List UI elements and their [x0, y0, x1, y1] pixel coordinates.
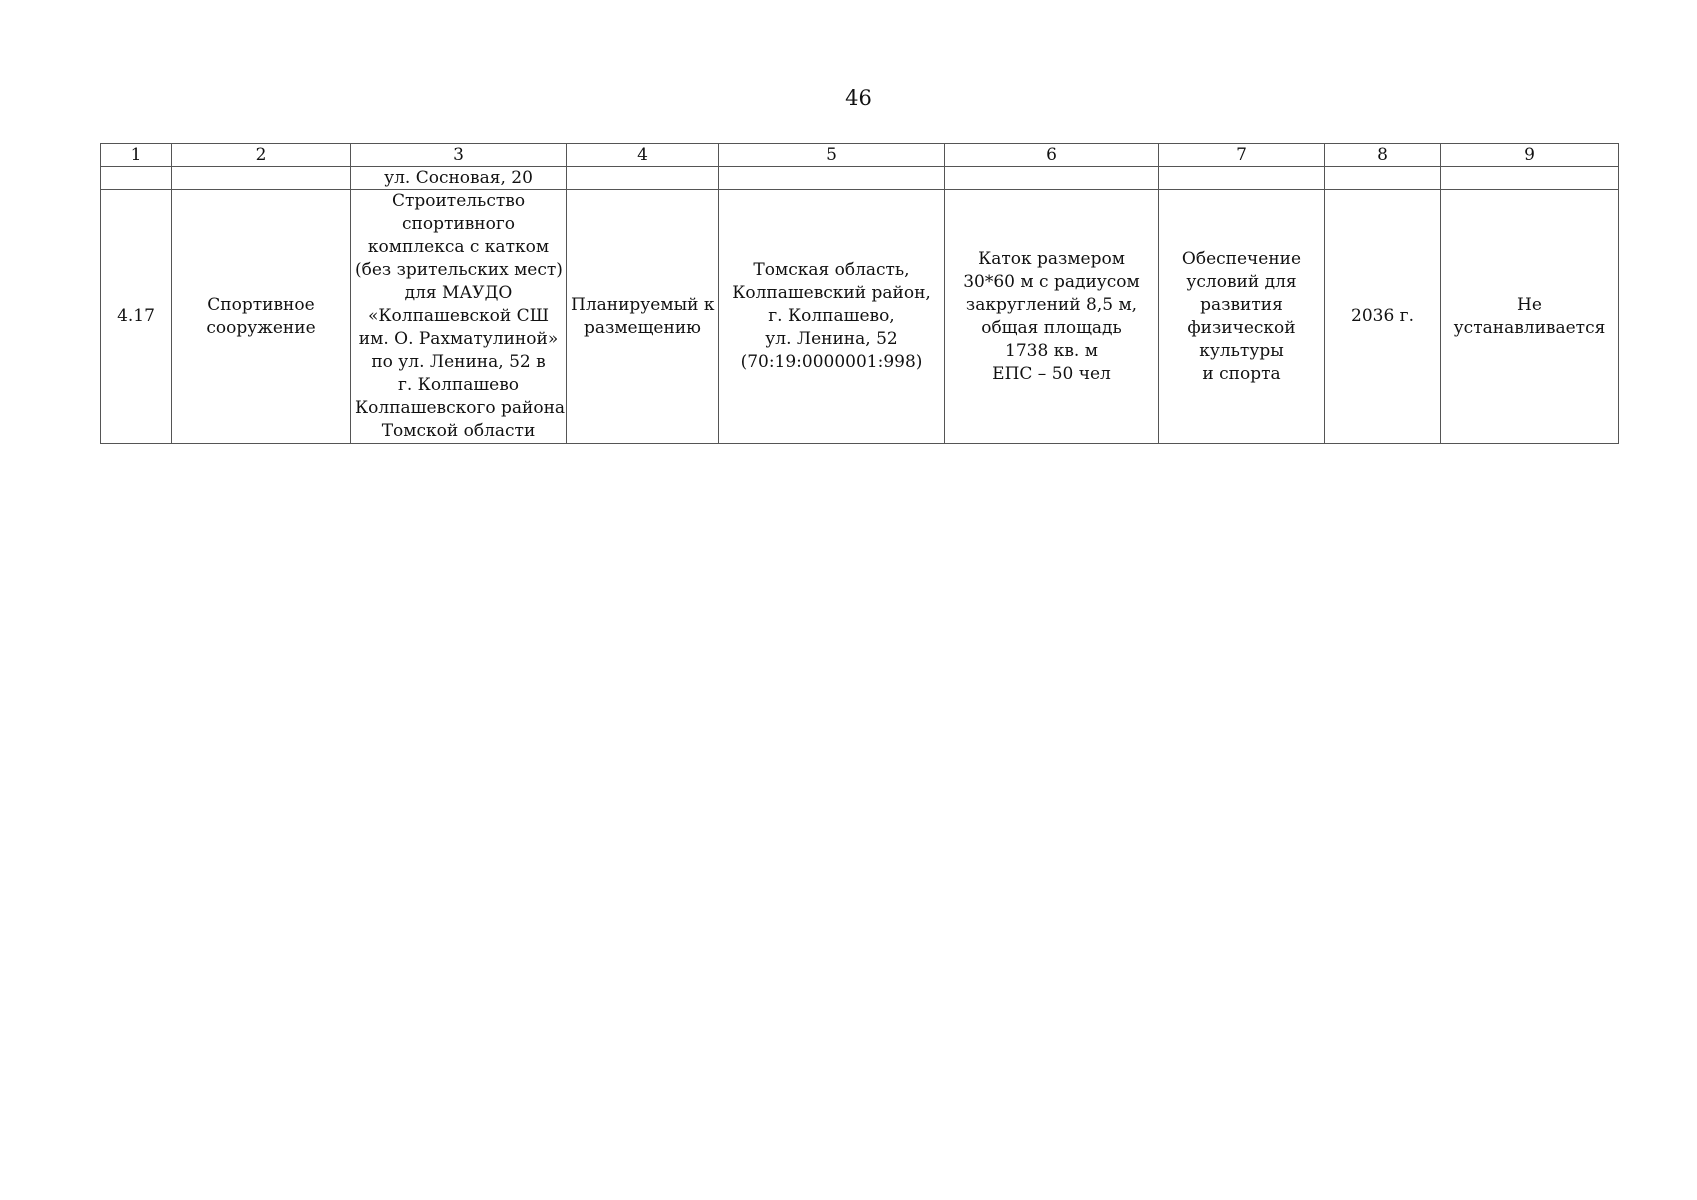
purpose-line: физической: [1187, 317, 1296, 338]
object-name-line: (без зрительских мест): [355, 260, 563, 280]
object-type-line: сооружение: [206, 317, 316, 338]
object-name-cell: [351, 190, 567, 444]
column-number-9: 9: [1441, 144, 1619, 167]
object-name-line: Томской области: [381, 421, 536, 441]
column-number-1: 1: [101, 144, 172, 167]
characteristics-line: 1738 кв. м: [1005, 340, 1098, 361]
purpose-line: условий для: [1186, 271, 1297, 292]
purpose-cell: [1159, 190, 1325, 444]
characteristics-line: закруглений 8,5 м,: [965, 294, 1138, 315]
location-line: Томская область,: [753, 260, 910, 280]
page-number: 46: [845, 86, 872, 110]
object-name-line: Строительство: [391, 191, 526, 211]
purpose-line: и спорта: [1202, 363, 1281, 384]
characteristics-line: ЕПС – 50 чел: [992, 363, 1111, 384]
purpose-line: развития: [1200, 294, 1283, 315]
column-number-row: [101, 144, 1619, 167]
object-name-line: спортивного: [402, 214, 515, 234]
object-name-line: комплекса с катком: [367, 237, 550, 257]
zone-cell: [1441, 190, 1619, 444]
table-row: [101, 190, 1619, 444]
year-cell: 2036 г.: [1325, 190, 1441, 444]
characteristics-line: общая площадь: [981, 317, 1122, 338]
column-number-4: 4: [567, 144, 719, 167]
location-line: г. Колпашево,: [768, 306, 895, 326]
column-number-3: 3: [351, 144, 567, 167]
column-number-5: 5: [719, 144, 945, 167]
location-line: (70:19:0000001:998): [740, 352, 923, 372]
continuation-cell-8: [1325, 167, 1441, 190]
row-number-cell: 4.17: [101, 190, 172, 444]
object-name-line: Колпашевского района: [355, 398, 566, 418]
characteristics-cell: [945, 190, 1159, 444]
status-line: размещению: [584, 317, 701, 338]
location-line: Колпашевский район,: [732, 283, 931, 303]
purpose-line: Обеспечение: [1181, 248, 1302, 269]
object-type-cell: [172, 190, 351, 444]
column-number-8: 8: [1325, 144, 1441, 167]
object-type-line: Спортивное: [207, 294, 315, 315]
zone-line: устанавливается: [1453, 317, 1606, 338]
continuation-cell-2: [172, 167, 351, 190]
continuation-cell-7: [1159, 167, 1325, 190]
planning-objects-table: [100, 143, 1619, 444]
location-line: ул. Ленина, 52: [765, 329, 898, 349]
continuation-cell-9: [1441, 167, 1619, 190]
characteristics-line: Каток размером: [978, 248, 1125, 269]
continuation-cell-3: ул. Сосновая, 20: [351, 167, 567, 190]
characteristics-line: 30*60 м с радиусом: [963, 271, 1140, 292]
object-name-line: по ул. Ленина, 52 в: [371, 352, 546, 372]
continuation-cell-5: [719, 167, 945, 190]
continuation-row: [101, 167, 1619, 190]
continuation-cell-6: [945, 167, 1159, 190]
column-number-7: 7: [1159, 144, 1325, 167]
status-line: Планируемый к: [571, 294, 715, 315]
column-number-2: 2: [172, 144, 351, 167]
continuation-cell-4: [567, 167, 719, 190]
object-name-line: им. О. Рахматулиной»: [358, 329, 559, 349]
object-name-line: «Колпашевской СШ: [367, 306, 549, 326]
object-name-line: для МАУДО: [404, 283, 513, 303]
column-number-6: 6: [945, 144, 1159, 167]
continuation-cell-1: [101, 167, 172, 190]
location-cell: [719, 190, 945, 444]
object-name-line: г. Колпашево: [397, 375, 520, 395]
zone-line: Не: [1517, 294, 1542, 315]
status-cell: [567, 190, 719, 444]
purpose-line: культуры: [1199, 340, 1284, 361]
